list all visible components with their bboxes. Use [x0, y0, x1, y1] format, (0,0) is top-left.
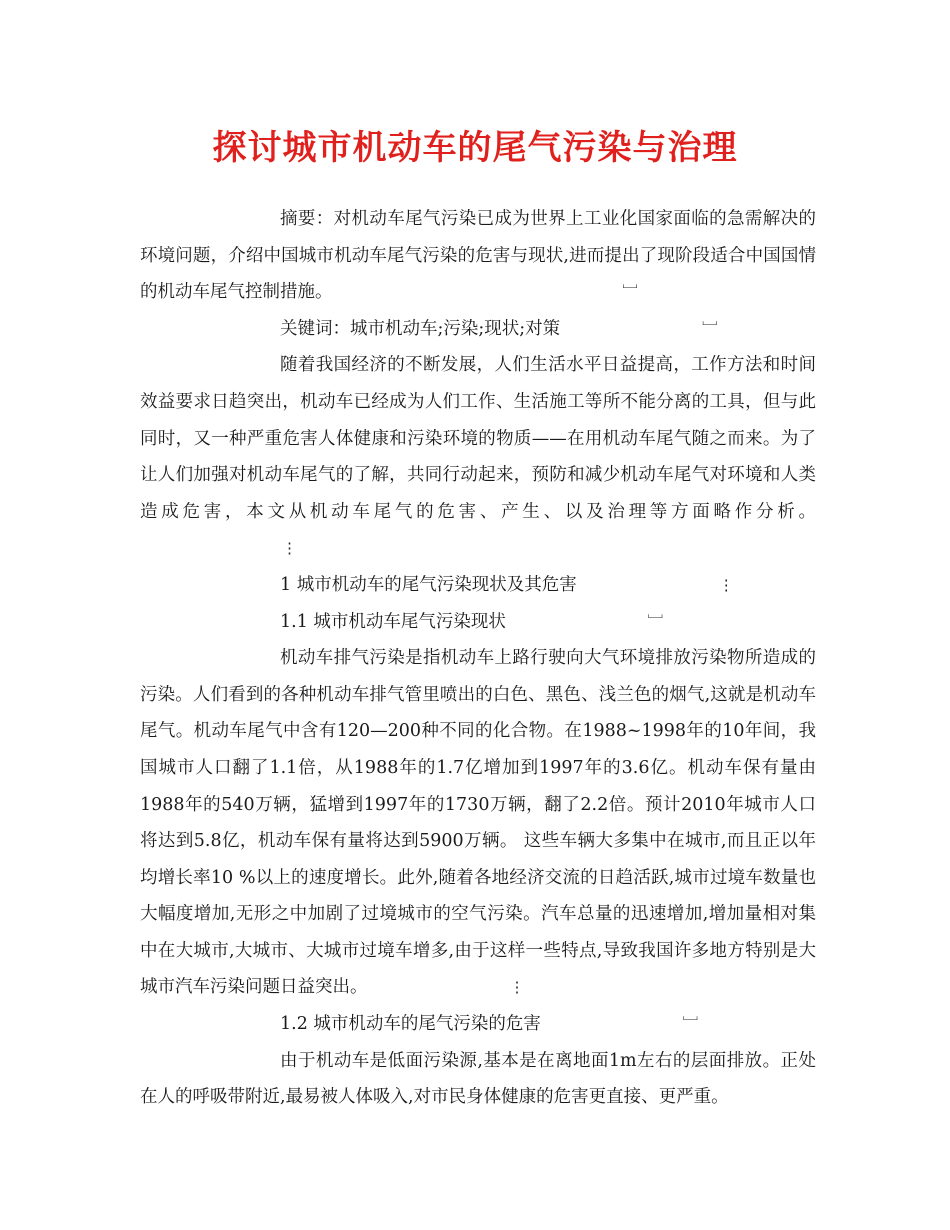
document-body — [140, 201, 816, 1116]
paragraph-break-mark-icon: ﹈ — [702, 319, 718, 338]
section-1-2-heading: 1.2 城市机动车的尾气污染的危害 — [280, 1014, 541, 1035]
continuation-mark-icon: ⋮ — [509, 978, 525, 997]
document-title: 探讨城市机动车的尾气污染与治理 — [212, 128, 738, 168]
subsection-heading — [140, 1006, 816, 1043]
section-1-1-heading: 1.1 城市机动车尾气污染现状 — [280, 611, 506, 632]
section-1-2-text: 由于机动车是低面污染源,基本是在离地面1m左右的层面排放。正处在人的呼吸带附近,最易被人体吸入,对市民身体健康的危害更直接、更严重。 — [140, 1050, 816, 1108]
paragraph-break-mark-icon: ﹈ — [682, 1015, 698, 1034]
keywords-paragraph — [140, 311, 816, 348]
section-1-heading: 1 城市机动车的尾气污染现状及其危害 — [280, 574, 577, 595]
intro-text: 随着我国经济的不断发展，人们生活水平日益提高，工作方法和时间效益要求日趋突出，机动车已经成为人们工作、生活施工等所不能分离的工具，但与此同时，又一种严重危害人体健康和污染环境的物质——在用机动车尾气随之而来。为了让人们加强对机动车尾气的了解，共同行动起来，预防和减少机动车尾气对环境和人类造成危害，本文从机动车尾气的危害、产生、以及治理等方面略作分析。 — [140, 355, 816, 522]
body-paragraph — [140, 640, 816, 1006]
abstract-text: 摘要：对机动车尾气污染已成为世界上工业化国家面临的急需解决的环境问题，介绍中国城市机动车尾气污染的危害与现状,进而提出了现阶段适合中国国情的机动车尾气控制措施。 — [140, 209, 816, 303]
continuation-mark-icon: ⋮ — [718, 575, 734, 594]
continuation-mark-icon: ⋮ — [282, 539, 297, 558]
paragraph-break-mark-icon: ﹈ — [622, 283, 638, 302]
section-heading — [140, 567, 816, 604]
body-paragraph — [140, 1043, 816, 1116]
section-1-1-text: 机动车排气污染是指机动车上路行驶向大气环境排放污染物所造成的污染。人们看到的各种机动车排气管里喷出的白色、黑色、浅兰色的烟气,这就是机动车尾气。机动车尾气中含有120—200种不同的化合物。在1988~1998年的10年间，我国城市人口翻了1.1倍，从1988年的1.7亿增加到1997年的3.6亿。机动车保有量由1988年的540万辆，猛增到1997年的1730万辆，翻了2.2倍。预计2010年城市人口将达到5.8亿，机动车保有量将达到5900万辆。 这些车辆大多集中在城市,而且正以年均增长率10 %以上的速度增长。此外,随着各地经济交流的日趋活跃,城市过境车数量也大幅度增加,无形之中加剧了过境城市的空气污染。汽车总量的迅速增加,增加量相对集中在大城市,大城市、大城市过境车增多,由于这样一些特点,导致我国许多地方特别是大城市汽车污染问题日益突出。 — [140, 648, 816, 998]
keywords-text: 关键词：城市机动车;污染;现状;对策 — [280, 318, 561, 339]
intro-paragraph — [140, 347, 816, 567]
abstract-paragraph — [140, 201, 816, 311]
paragraph-break-mark-icon: ﹈ — [647, 612, 663, 631]
subsection-heading — [140, 604, 816, 641]
